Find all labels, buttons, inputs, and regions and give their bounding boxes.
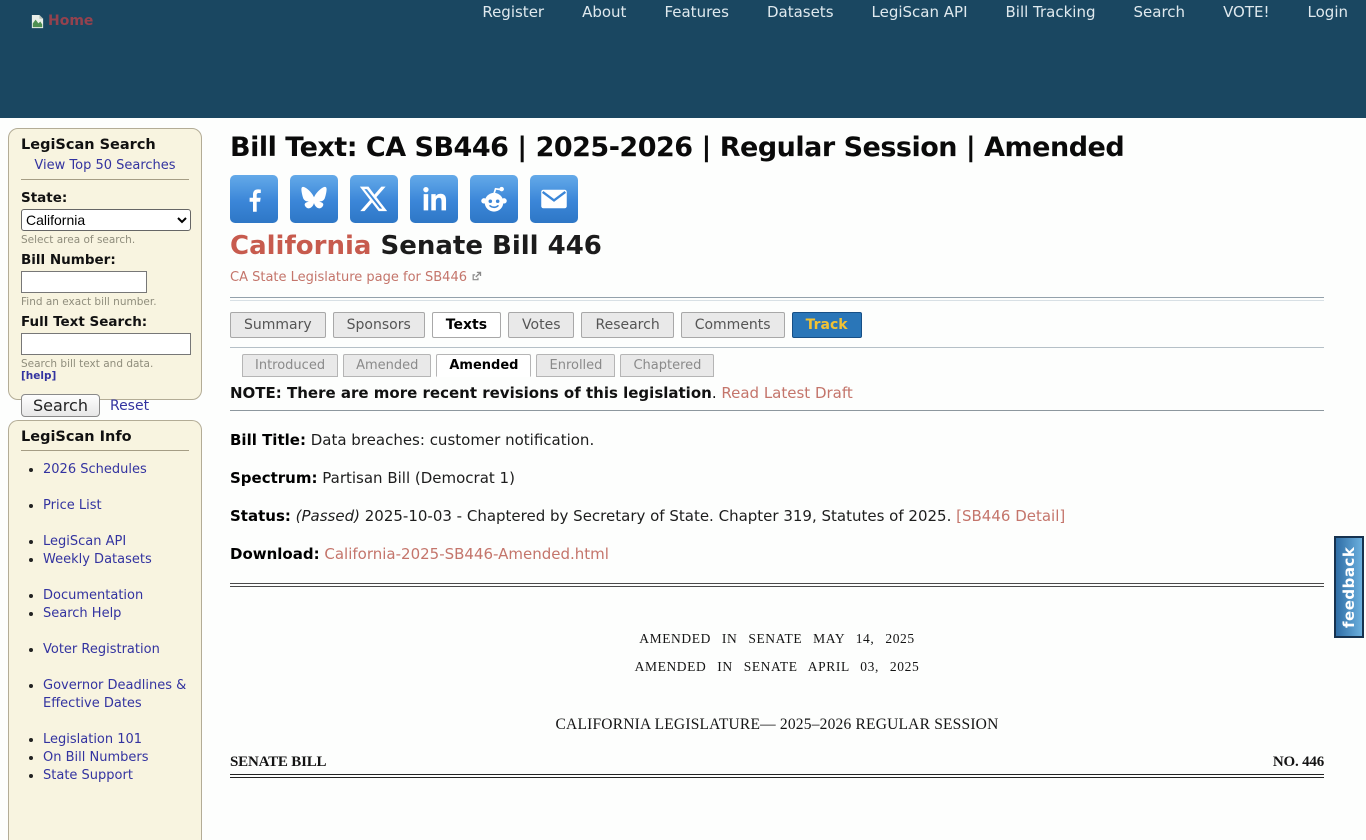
info-link-2026-schedules[interactable]: 2026 Schedules: [43, 462, 147, 477]
view-top-50-searches-link[interactable]: View Top 50 Searches: [34, 158, 176, 173]
version-tab-chaptered-4[interactable]: Chaptered: [620, 354, 714, 377]
search-panel-divider: [21, 179, 189, 180]
document-top-divider: [230, 583, 1324, 587]
list-item: [43, 497, 189, 515]
bill-number-input[interactable]: [21, 271, 147, 293]
info-link-voter-registration[interactable]: Voter Registration: [43, 642, 160, 657]
info-link-groups: [21, 461, 189, 785]
main-content: [230, 128, 1324, 778]
home-page-icon: [30, 14, 45, 29]
bill-detail-link[interactable]: [SB446 Detail]: [956, 506, 1066, 525]
info-link-group: [21, 497, 189, 515]
info-link-search-help[interactable]: Search Help: [43, 606, 122, 621]
state-select[interactable]: [21, 209, 191, 231]
help-link[interactable]: [help]: [21, 370, 57, 382]
document-bottom-divider: [230, 774, 1324, 778]
text-version-tabs: [242, 354, 1324, 377]
bill-heading-state: California: [230, 231, 372, 261]
reddit-icon[interactable]: [470, 175, 518, 223]
tab-track[interactable]: Track: [792, 312, 862, 338]
info-link-price-list[interactable]: Price List: [43, 498, 102, 513]
version-tab-introduced-0[interactable]: Introduced: [242, 354, 338, 377]
legiscan-search-panel: [8, 128, 202, 415]
bluesky-icon[interactable]: [290, 175, 338, 223]
list-item: [43, 533, 189, 551]
full-text-search-hint: [21, 358, 189, 382]
list-item: [43, 677, 189, 713]
state-label: State:: [21, 190, 68, 206]
nav-item-about[interactable]: About: [582, 3, 627, 21]
bill-heading-number: Senate Bill 446: [380, 231, 602, 261]
reset-link[interactable]: Reset: [109, 397, 150, 414]
status-row: [230, 507, 1324, 525]
external-link-icon: [470, 270, 482, 286]
read-latest-draft-link[interactable]: Read Latest Draft: [721, 383, 853, 402]
amended-line-2: AMENDED IN SENATE APRIL 03, 2025: [634, 658, 920, 674]
nav-item-register[interactable]: Register: [482, 3, 545, 21]
heading-divider: [230, 297, 1324, 301]
bill-title-text: Data breaches: customer notification.: [305, 430, 595, 449]
info-link-legislation-101[interactable]: Legislation 101: [43, 732, 143, 747]
download-row: [230, 545, 1324, 563]
info-link-documentation[interactable]: Documentation: [43, 588, 144, 603]
status-passed: (Passed): [290, 506, 365, 525]
bill-document: [230, 631, 1324, 778]
note-divider: [230, 410, 1324, 411]
info-panel-divider: [21, 450, 189, 451]
amended-line-1: AMENDED IN SENATE MAY 14, 2025: [639, 630, 915, 646]
search-button-row: [21, 394, 189, 417]
session-line: CALIFORNIA LEGISLATURE— 2025–2026 REGULAR SESSION: [555, 715, 999, 733]
info-panel-title: LegiScan Info: [21, 429, 132, 445]
home-label: Home: [48, 13, 94, 29]
tab-texts[interactable]: Texts: [432, 312, 501, 338]
list-item: [43, 731, 189, 749]
revision-note-separator: .: [711, 383, 722, 402]
info-link-on-bill-numbers[interactable]: On Bill Numbers: [43, 750, 149, 765]
info-link-group: [21, 641, 189, 659]
state-legislature-link-text: CA State Legislature page for SB446: [230, 270, 467, 285]
page-title: Bill Text: CA SB446 | 2025-2026 | Regular Session | Amended: [230, 132, 1125, 163]
tab-summary[interactable]: Summary: [230, 312, 326, 338]
info-link-state-support[interactable]: State Support: [43, 768, 133, 783]
nav-item-bill-tracking[interactable]: Bill Tracking: [1005, 3, 1096, 21]
version-tab-amended-1[interactable]: Amended: [343, 354, 431, 377]
download-link[interactable]: California-2025-SB446-Amended.html: [324, 544, 609, 563]
info-link-group: [21, 731, 189, 785]
home-link[interactable]: [30, 13, 93, 29]
search-panel-title: LegiScan Search: [21, 137, 156, 153]
tab-votes[interactable]: Votes: [508, 312, 574, 338]
revision-note-text: NOTE: There are more recent revisions of this legislation: [230, 383, 712, 402]
full-text-search-input[interactable]: [21, 333, 191, 355]
bill-no: NO. 446: [1272, 753, 1324, 770]
info-link-group: [21, 677, 189, 713]
list-item: [43, 461, 189, 479]
info-link-governor-deadlines-effective-dates[interactable]: Governor Deadlines & Effective Dates: [43, 678, 187, 711]
top-navigation: [480, 0, 1350, 23]
state-hint: Select area of search.: [21, 234, 136, 246]
full-text-search-label: Full Text Search:: [21, 314, 148, 330]
email-icon[interactable]: [530, 175, 578, 223]
info-link-group: [21, 461, 189, 479]
full-text-hint-text: Search bill text and data.: [21, 358, 154, 370]
status-label: Status:: [230, 506, 291, 525]
nav-item-search[interactable]: Search: [1133, 3, 1186, 21]
tabs-divider: [230, 347, 1324, 348]
search-button[interactable]: Search: [21, 394, 100, 417]
tab-comments[interactable]: Comments: [681, 312, 785, 338]
state-legislature-link[interactable]: [230, 270, 482, 286]
feedback-tab[interactable]: feedback: [1334, 536, 1364, 638]
tab-sponsors[interactable]: Sponsors: [333, 312, 425, 338]
version-tab-enrolled-3[interactable]: Enrolled: [536, 354, 615, 377]
nav-item-datasets[interactable]: Datasets: [766, 3, 834, 21]
list-item: [43, 605, 189, 623]
list-item: [43, 587, 189, 605]
spectrum-label: Spectrum:: [230, 468, 318, 487]
social-share-row: [230, 175, 1324, 223]
bill-heading: [230, 231, 1324, 261]
facebook-icon[interactable]: [230, 175, 278, 223]
spectrum-text: Partisan Bill (Democrat 1): [317, 468, 515, 487]
x-icon[interactable]: [350, 175, 398, 223]
bill-number-hint: Find an exact bill number.: [21, 296, 157, 308]
list-item: [43, 551, 189, 569]
bill-tabs: [230, 312, 1324, 338]
status-text: 2025-10-03 - Chaptered by Secretary of State. Chapter 319, Statutes of 2025.: [364, 506, 957, 525]
info-link-legiscan-api[interactable]: LegiScan API: [43, 534, 127, 549]
list-item: [43, 767, 189, 785]
spectrum-row: [230, 469, 1324, 487]
legiscan-info-panel: [8, 420, 202, 840]
nav-item-login[interactable]: Login: [1307, 3, 1348, 21]
info-link-weekly-datasets[interactable]: Weekly Datasets: [43, 552, 152, 567]
info-link-group: [21, 533, 189, 569]
linkedin-icon[interactable]: [410, 175, 458, 223]
tab-research[interactable]: Research: [581, 312, 673, 338]
version-tab-amended-2[interactable]: Amended: [436, 354, 531, 377]
bill-title-row: [230, 431, 1324, 449]
download-label: Download:: [230, 544, 320, 563]
site-header: [0, 0, 1366, 118]
info-link-group: [21, 587, 189, 623]
bill-type: SENATE BILL: [230, 753, 327, 770]
nav-item-legiscan-api[interactable]: LegiScan API: [871, 3, 968, 21]
list-item: [43, 641, 189, 659]
nav-item-vote[interactable]: VOTE!: [1223, 3, 1270, 21]
bill-title-label: Bill Title:: [230, 430, 306, 449]
bill-number-label: Bill Number:: [21, 252, 116, 268]
nav-item-features[interactable]: Features: [664, 3, 729, 21]
revision-note: [230, 384, 1324, 402]
list-item: [43, 749, 189, 767]
